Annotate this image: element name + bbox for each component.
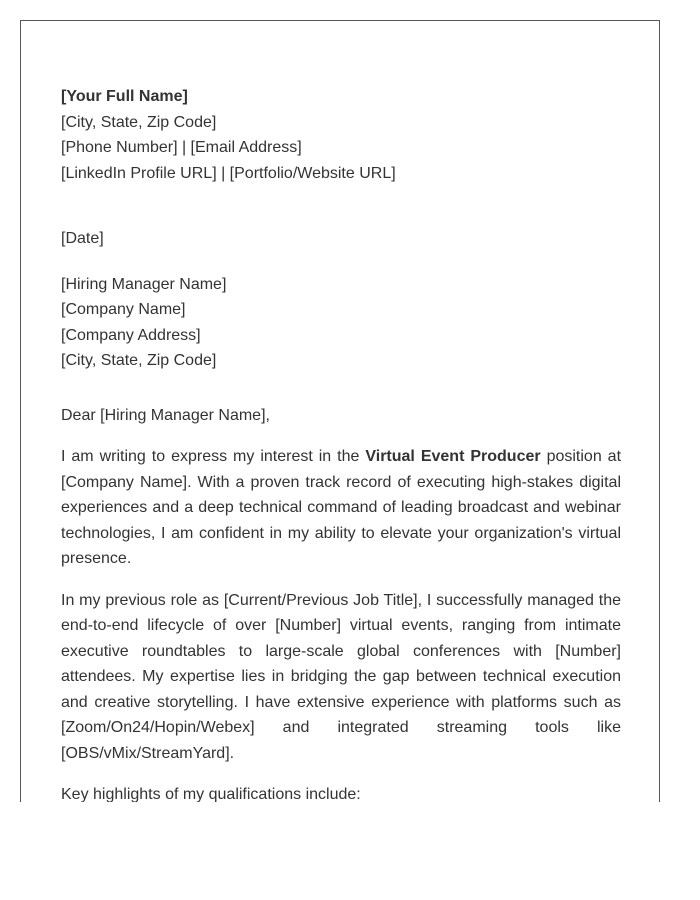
recipient-manager-name: [Hiring Manager Name] xyxy=(61,275,227,293)
salutation: Dear [Hiring Manager Name], xyxy=(61,406,270,424)
paragraph-experience: In my previous role as [Current/Previous Job Title], I successfully managed the end-to-end lifecycle of over [Number] virtual events, ranging from intimate executive roundtables to large-scale global conferences with [Number] attendees. My expertise lies in bridging the gap between technical execution and creative storytelling. I have extensive experience with platforms such as [Zoom/On24/Hopin/Webex] and integrated streaming tools like [OBS/vMix/StreamYard]. xyxy=(61,591,621,762)
date-block xyxy=(61,226,621,252)
sender-full-name: [Your Full Name] xyxy=(61,88,188,105)
paragraph-intro-before: I am writing to express my interest in the xyxy=(61,448,366,465)
paragraph-intro-after: position at [Company Name]. With a proven track record of executing high-stakes digital experiences and a deep technical command of leading broadcast and webinar technologies, I am confident in my ability to elevate your organization's virtual presence. xyxy=(61,448,622,567)
recipient-company-address: [Company Address] xyxy=(61,326,201,344)
sender-city-state-zip: [City, State, Zip Code] xyxy=(61,113,217,131)
job-title-emphasis: Virtual Event Producer xyxy=(365,448,541,465)
recipient-company-name: [Company Name] xyxy=(61,301,186,318)
sender-links: [LinkedIn Profile URL] | [Portfolio/Website URL] xyxy=(61,164,396,182)
sender-phone-email: [Phone Number] | [Email Address] xyxy=(61,139,302,156)
paragraph-highlights-intro: Key highlights of my qualifications include: xyxy=(61,786,361,802)
recipient-city-state-zip: [City, State, Zip Code] xyxy=(61,352,217,369)
recipient-block xyxy=(61,272,621,374)
paragraph-intro xyxy=(61,444,621,572)
sender-block xyxy=(61,84,621,186)
letter-page xyxy=(20,20,660,802)
letter-date: [Date] xyxy=(61,230,104,247)
letter-content xyxy=(61,84,621,802)
